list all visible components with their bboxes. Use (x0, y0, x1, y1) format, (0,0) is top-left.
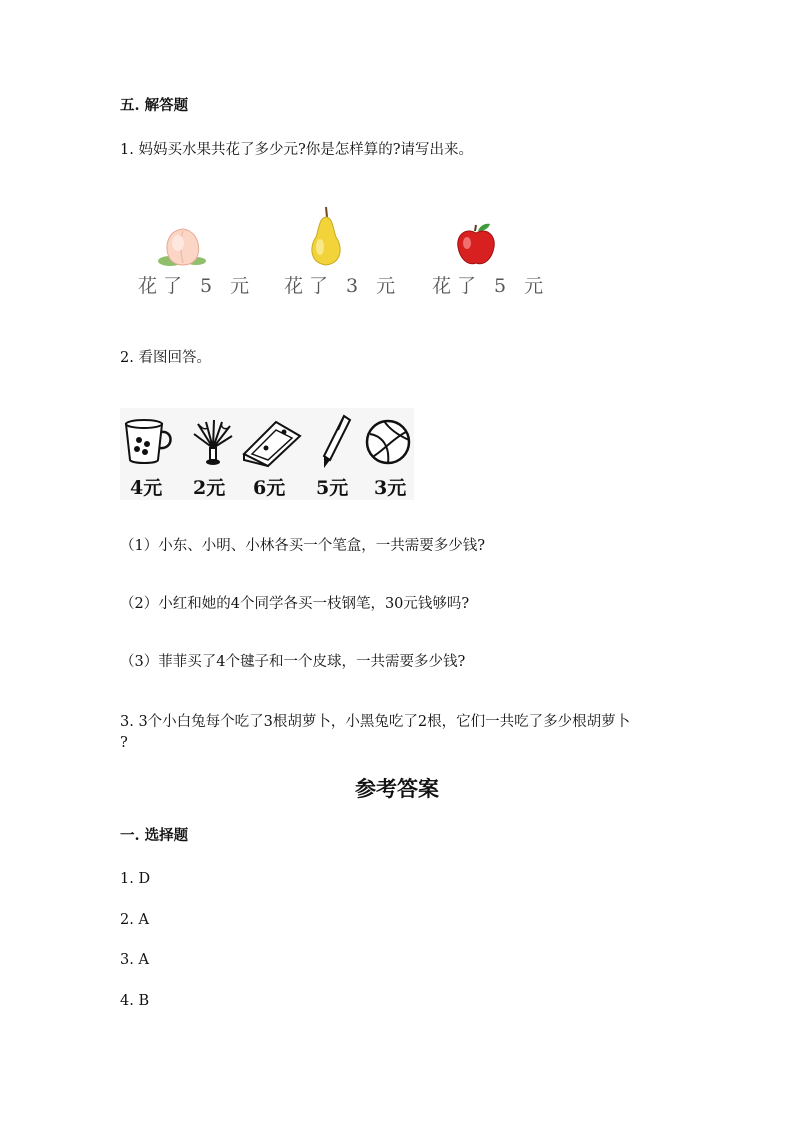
cup-icon (122, 418, 178, 468)
pencil-box-icon (240, 418, 304, 468)
question-1-text: 1. 妈妈买水果共花了多少元?你是怎样算的?请写出来。 (120, 142, 473, 158)
shuttlecock-price: 2元 (193, 477, 226, 499)
shuttlecock-icon (190, 418, 236, 470)
apple-icon (454, 221, 498, 267)
answer-item: 3. A (120, 952, 149, 968)
question-3-line-2: ? (120, 735, 128, 751)
peach-price-label: 花了 5 元 (138, 275, 256, 297)
answer-item: 4. B (120, 993, 150, 1009)
peach-icon (158, 225, 208, 267)
answer-item: 1. D (120, 871, 151, 887)
pear-icon (306, 205, 346, 267)
pen-icon (318, 414, 354, 470)
question-2-part-3: （3）菲菲买了4个毽子和一个皮球，一共需要多少钱? (120, 654, 466, 670)
answers-section-heading: 一. 选择题 (120, 827, 189, 844)
question-2-part-2: （2）小红和她的4个同学各买一枝钢笔，30元钱够吗? (120, 596, 470, 612)
answers-title: 参考答案 (355, 776, 439, 801)
apple-price-label: 花了 5 元 (432, 275, 550, 297)
ball-price: 3元 (374, 477, 407, 499)
question-2-part-1: （1）小东、小明、小林各买一个笔盒，一共需要多少钱? (120, 538, 485, 554)
ball-icon (364, 418, 412, 466)
pen-price: 5元 (316, 477, 349, 499)
answer-item: 2. A (120, 912, 149, 928)
pear-price-label: 花了 3 元 (284, 275, 402, 297)
question-3-line-1: 3. 3个小白兔每个吃了3根胡萝卜，小黑兔吃了2根，它们一共吃了多少根胡萝卜 (120, 714, 631, 730)
question-2-text: 2. 看图回答。 (120, 350, 211, 366)
fruit-price-figure (120, 195, 550, 305)
cup-price: 4元 (130, 477, 163, 499)
pencil-box-price: 6元 (253, 477, 286, 499)
section-heading: 五. 解答题 (120, 97, 189, 114)
